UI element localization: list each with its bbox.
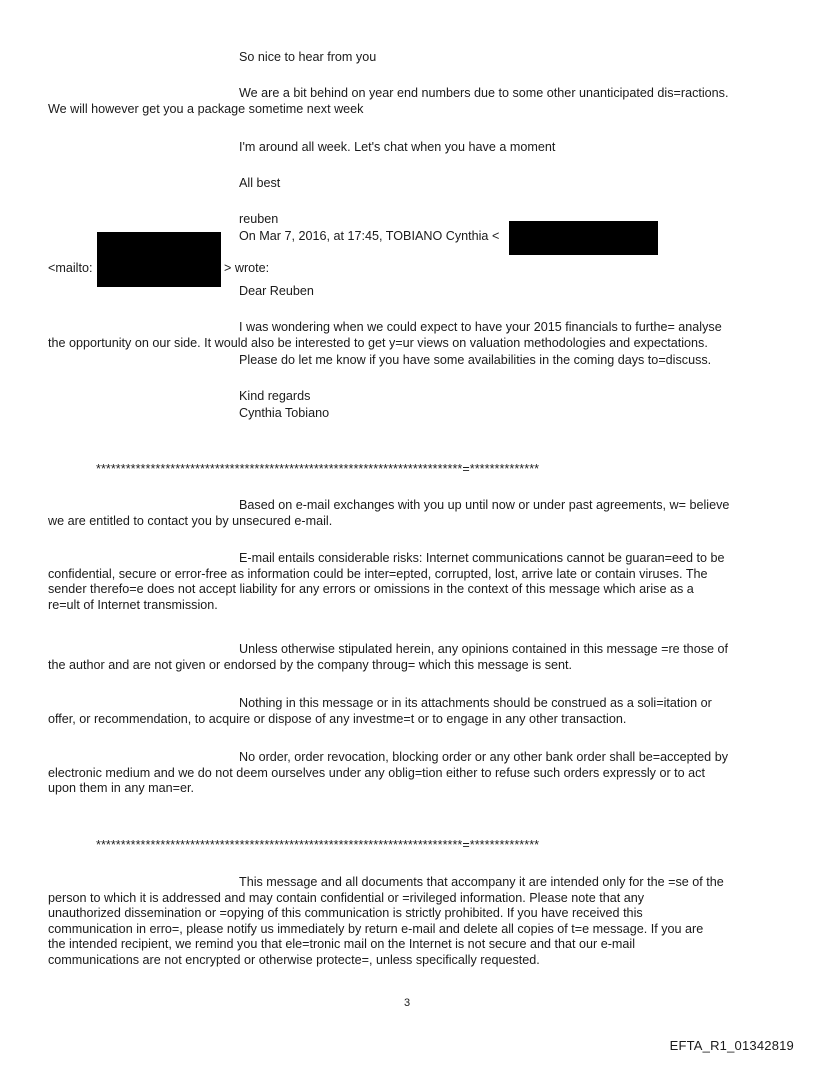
disclaimer-p5-line: upon them in any man=er. (48, 781, 194, 796)
disclaimer-p6-line: communication in erro=, please notify us immediately by return e-mail and delete all copies of t=e message. If you are (48, 921, 704, 936)
original-signature: Cynthia Tobiano (239, 406, 330, 420)
disclaimer-p4-line: offer, or recommendation, to acquire or dispose of any investme=t or to engage in any other transaction. (48, 711, 627, 726)
disclaimer-p6 (48, 875, 776, 969)
disclaimer-p6-line: This message and all documents that accompany it are intended only for the =se of the (239, 875, 724, 889)
disclaimer-p3 (48, 642, 776, 673)
disclaimer-p2-line: re=ult of Internet transmission. (48, 597, 218, 612)
disclaimer-p3-line: Unless otherwise stipulated herein, any opinions contained in this message =re those of (239, 642, 728, 656)
disclaimer-p4-line: Nothing in this message or in its attachments should be construed as a soli=itation or (239, 696, 712, 710)
redaction-box-email (509, 221, 658, 255)
mailto-prefix: <mailto: (48, 261, 93, 275)
quote-header-line: On Mar 7, 2016, at 17:45, TOBIANO Cynthia < (239, 229, 500, 243)
reply-signature: reuben (239, 212, 279, 226)
reply-greeting: So nice to hear from you (239, 50, 377, 64)
original-body-line3: Please do let me know if you have some availabilities in the coming days to=discuss. (239, 353, 712, 367)
disclaimer-p3-line: the author and are not given or endorsed by the company throug= which this message is sent. (48, 657, 573, 672)
disclaimer-p4 (48, 696, 776, 727)
original-closing: Kind regards (239, 389, 311, 403)
document-id: EFTA_R1_01342819 (669, 1038, 794, 1053)
redaction-box-mailto (97, 232, 221, 287)
disclaimer-p2-line: confidential, secure or error-free as information could be inter=epted, corrupted, lost, arrive late or contain viruses. The (48, 566, 708, 581)
disclaimer-p2-line: E-mail entails considerable risks: Internet communications cannot be guaran=eed to be (239, 551, 725, 565)
disclaimer-p6-line: the intended recipient, we remind you that ele=tronic mail on the Internet is not secure and that our e-mail (48, 937, 635, 952)
disclaimer-p5-line: No order, order revocation, blocking order or any other bank order shall be=accepted by (239, 750, 728, 764)
disclaimer-p1 (48, 498, 776, 529)
disclaimer-p6-line: communications are not encrypted or otherwise protecte=, unless specifically requested. (48, 952, 540, 967)
page-number: 3 (404, 997, 411, 1009)
reply-para1-line1: We are a bit behind on year end numbers due to some other unanticipated dis=ractions. (239, 86, 729, 100)
disclaimer-separator: **************************************************************************=************** (96, 462, 540, 476)
disclaimer-p2 (48, 551, 776, 613)
original-body-line1: I was wondering when we could expect to have your 2015 financials to furthe= analyse (239, 320, 722, 334)
disclaimer-p2-line: sender therefo=e does not accept liability for any errors or omissions in the context of this message which arise as a (48, 582, 694, 597)
disclaimer-p1-line: we are entitled to contact you by unsecured e-mail. (48, 513, 333, 528)
original-body-line2: the opportunity on our side. It would also be interested to get y=ur views on valuation methodologies and expectations. (48, 336, 708, 350)
disclaimer-p5 (48, 750, 776, 797)
disclaimer-p6-line: unauthorized dissemination or =opying of this communication is strictly prohibited. If you have received this (48, 906, 643, 921)
reply-para2: I'm around all week. Let's chat when you have a moment (239, 140, 556, 154)
reply-para1-line2: We will however get you a package sometime next week (48, 102, 364, 116)
disclaimer-p1-line: Based on e-mail exchanges with you up until now or under past agreements, w= believe (239, 498, 730, 512)
disclaimer-p6-line: person to which it is addressed and may contain confidential or =rivileged information. Please note that any (48, 890, 645, 905)
wrote-suffix: > wrote: (224, 261, 270, 275)
disclaimer-separator-2: **************************************************************************=************** (96, 838, 540, 852)
reply-closing: All best (239, 176, 281, 190)
original-greeting: Dear Reuben (239, 284, 314, 298)
disclaimer-p5-line: electronic medium and we do not deem ourselves under any oblig=tion either to refuse such orders expressly or to act (48, 765, 705, 780)
